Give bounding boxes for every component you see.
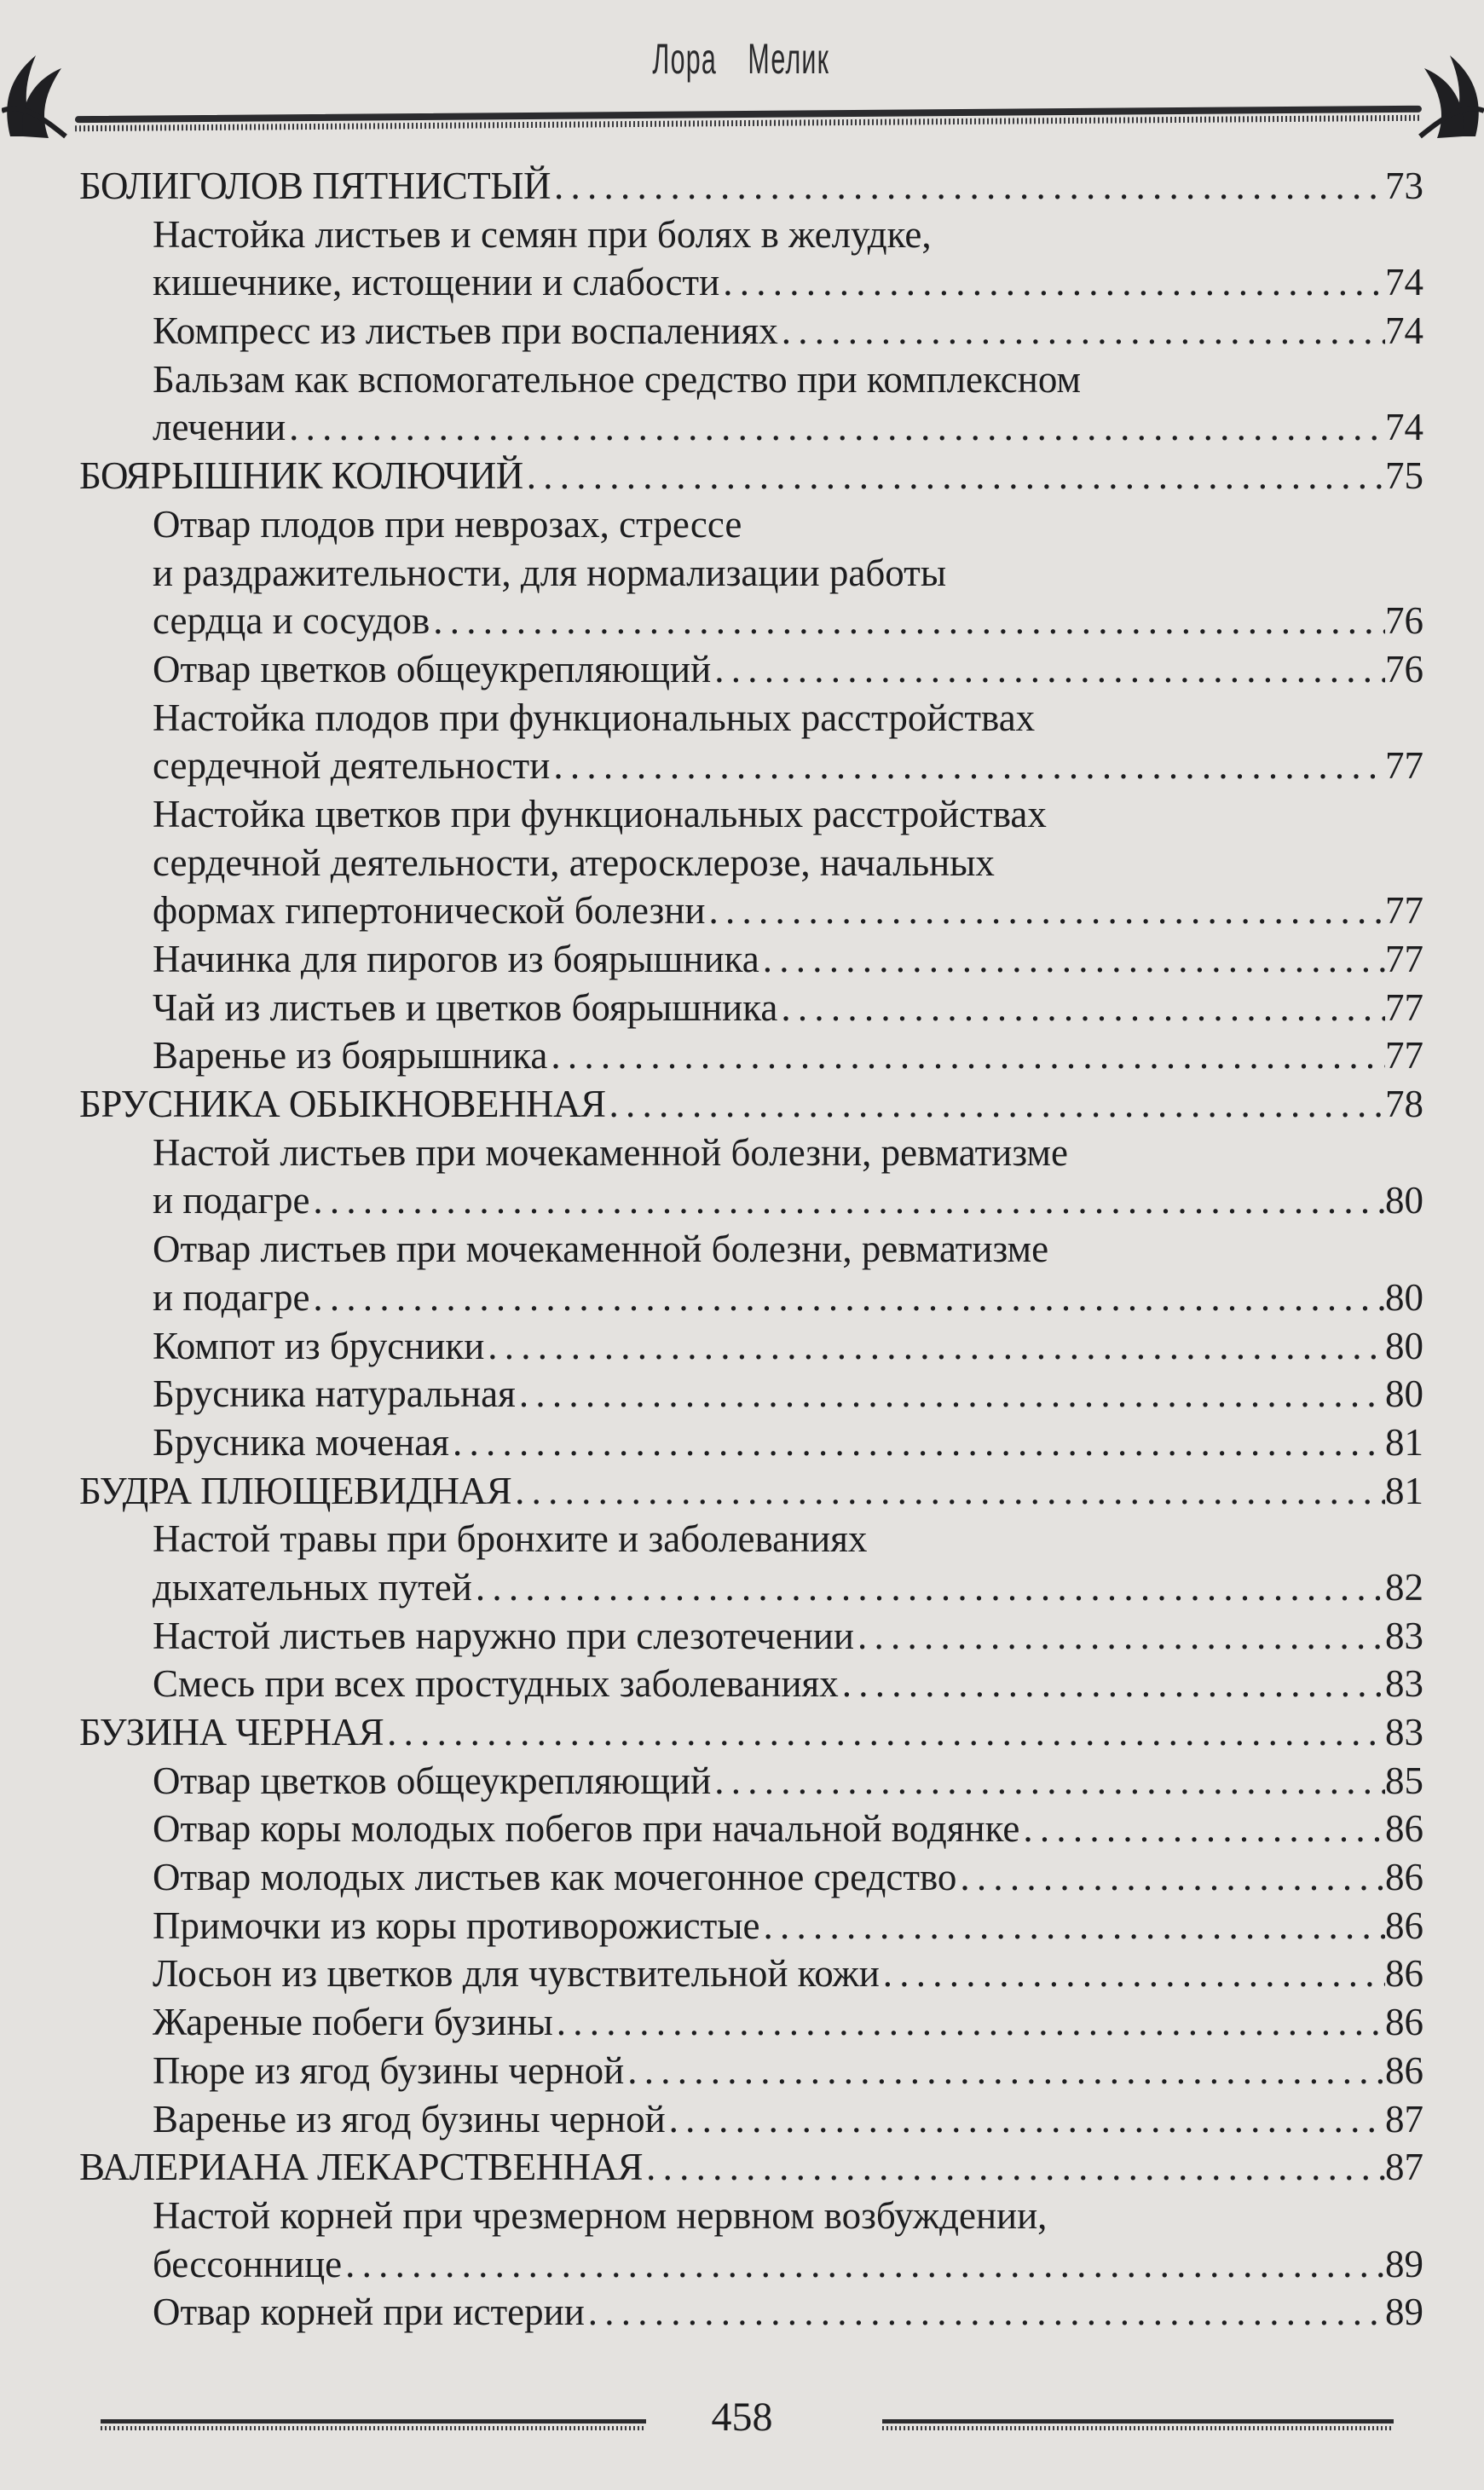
entry-title: и подагре bbox=[153, 1275, 310, 1319]
dot-leader bbox=[839, 1660, 1385, 1708]
entry-title: и подагре bbox=[153, 1179, 310, 1222]
entry-page-number: 76 bbox=[1385, 599, 1423, 643]
entry-title: Отвар листьев при мочекаменной болезни, ревматизме bbox=[153, 1228, 1049, 1271]
entry-page-number: 81 bbox=[1385, 1469, 1423, 1512]
entry-page-number: 80 bbox=[1385, 1324, 1423, 1367]
dot-leader bbox=[705, 887, 1385, 935]
dot-leader bbox=[550, 742, 1385, 790]
entry-title: Настойка листьев и семян при болях в желудке, bbox=[153, 212, 932, 256]
entry-title: Смесь при всех простудных заболеваниях bbox=[153, 1662, 839, 1706]
dot-leader bbox=[547, 1031, 1385, 1080]
dot-leader bbox=[778, 307, 1385, 355]
entry-title: Отвар коры молодых побегов при начальной водянке bbox=[153, 1807, 1020, 1851]
dot-leader bbox=[511, 1467, 1385, 1516]
entry-title: Настойка плодов при функциональных расстройствах bbox=[153, 696, 1036, 739]
dot-leader bbox=[759, 1902, 1385, 1950]
dot-leader bbox=[777, 984, 1385, 1032]
entry-title: Чай из листьев и цветков боярышника bbox=[153, 985, 778, 1029]
entry-page-number: 86 bbox=[1385, 2048, 1423, 2092]
dot-leader bbox=[286, 403, 1385, 452]
entry-page-number: 83 bbox=[1385, 1711, 1423, 1753]
entry-page-number: 77 bbox=[1385, 1034, 1423, 1077]
page-footer bbox=[0, 2394, 1484, 2445]
entry-page-number: 80 bbox=[1385, 1372, 1423, 1416]
entry-page-number: 86 bbox=[1385, 1807, 1423, 1851]
entry-title: БРУСНИКА ОБЫКНОВЕННАЯ bbox=[79, 1083, 606, 1126]
entry-title: Отвар корней при истерии bbox=[153, 2291, 585, 2334]
entry-page-number: 85 bbox=[1385, 1759, 1423, 1802]
dot-leader bbox=[1019, 1805, 1385, 1853]
entry-title: ВАЛЕРИАНА ЛЕКАРСТВЕННАЯ bbox=[79, 2146, 644, 2189]
entry-page-number: 81 bbox=[1385, 1420, 1423, 1464]
entry-title: Бальзам как вспомогательное средство при комплексном bbox=[153, 357, 1081, 401]
entry-title: БОЛИГОЛОВ ПЯТНИСТЫЙ bbox=[79, 165, 551, 207]
entry-title: Начинка для пирогов из боярышника bbox=[153, 938, 759, 980]
entry-page-number: 83 bbox=[1385, 1662, 1423, 1706]
entry-title: Жареные побеги бузины bbox=[153, 2001, 553, 2044]
entry-title: сердечной деятельности bbox=[153, 744, 551, 788]
author-first-name: Лора bbox=[652, 35, 717, 83]
dot-leader bbox=[643, 2143, 1385, 2192]
entry-page-number: 89 bbox=[1385, 2291, 1423, 2334]
toc-entry bbox=[79, 645, 1423, 694]
dot-leader bbox=[523, 452, 1385, 500]
entry-page-number: 76 bbox=[1385, 647, 1423, 690]
toc-entry bbox=[79, 1950, 1423, 1998]
dot-leader bbox=[484, 1322, 1385, 1371]
entry-page-number: 77 bbox=[1385, 938, 1423, 980]
entry-page-number: 80 bbox=[1385, 1275, 1423, 1319]
toc-entry bbox=[79, 1805, 1423, 1853]
entry-title: Настойка цветков при функциональных расстройствах bbox=[153, 792, 1047, 835]
toc-heading bbox=[79, 1708, 1423, 1757]
author-last-name: Мелик bbox=[748, 35, 830, 83]
entry-title: Примочки из коры противорожистые bbox=[153, 1904, 760, 1947]
entry-page-number: 74 bbox=[1385, 261, 1423, 304]
entry-page-number: 78 bbox=[1385, 1083, 1423, 1126]
dot-leader bbox=[430, 597, 1385, 645]
dot-leader bbox=[854, 1612, 1385, 1661]
toc-entry bbox=[79, 1853, 1423, 1902]
toc-entry bbox=[79, 1176, 1423, 1225]
entry-title: кишечнике, истощении и слабости bbox=[153, 261, 720, 304]
entry-title: Настой листьев при мочекаменной болезни, ревматизме bbox=[153, 1130, 1068, 1174]
entry-title: Отвар цветков общеукрепляющий bbox=[153, 647, 712, 690]
toc-entry bbox=[79, 1563, 1423, 1612]
toc-heading bbox=[79, 2143, 1423, 2192]
page-number: 458 bbox=[711, 2395, 773, 2440]
dot-leader bbox=[585, 2288, 1385, 2337]
table-of-contents bbox=[79, 162, 1423, 2337]
toc-entry bbox=[79, 1418, 1423, 1467]
entry-page-number: 82 bbox=[1385, 1565, 1423, 1609]
toc-entry bbox=[79, 984, 1423, 1032]
entry-title: Отвар плодов при неврозах, стрессе bbox=[153, 502, 742, 546]
toc-entry bbox=[79, 1370, 1423, 1418]
toc-entry bbox=[79, 839, 1423, 887]
dot-leader bbox=[553, 1998, 1385, 2047]
dot-leader bbox=[956, 1853, 1385, 1902]
toc-entry bbox=[79, 935, 1423, 984]
entry-page-number: 83 bbox=[1385, 1614, 1423, 1657]
entry-title: Брусника моченая bbox=[153, 1420, 449, 1464]
entry-title: БУДРА ПЛЮЩЕВИДНАЯ bbox=[79, 1469, 512, 1512]
entry-title: БОЯРЫШНИК КОЛЮЧИЙ bbox=[79, 454, 523, 498]
toc-entry bbox=[79, 1225, 1423, 1274]
toc-heading bbox=[79, 162, 1423, 211]
entry-page-number: 77 bbox=[1385, 744, 1423, 788]
entry-page-number: 86 bbox=[1385, 1952, 1423, 1996]
toc-entry bbox=[79, 2047, 1423, 2095]
toc-entry bbox=[79, 549, 1423, 598]
dot-leader bbox=[551, 162, 1385, 211]
entry-title: сердца и сосудов bbox=[153, 599, 430, 643]
footer-rule-right bbox=[882, 2419, 1394, 2431]
toc-heading bbox=[79, 452, 1423, 500]
dot-leader bbox=[605, 1080, 1385, 1129]
entry-page-number: 86 bbox=[1385, 1904, 1423, 1947]
toc-entry bbox=[79, 500, 1423, 549]
entry-page-number: 87 bbox=[1385, 2146, 1423, 2189]
entry-title: Отвар молодых листьев как мочегонное средство bbox=[153, 1856, 957, 1899]
entry-title: Отвар цветков общеукрепляющий bbox=[153, 1759, 712, 1802]
entry-page-number: 89 bbox=[1385, 2242, 1423, 2285]
toc-entry bbox=[79, 403, 1423, 452]
toc-entry bbox=[79, 1612, 1423, 1661]
toc-entry bbox=[79, 1322, 1423, 1371]
dot-leader bbox=[449, 1418, 1385, 1467]
entry-title: Компот из брусники bbox=[153, 1324, 485, 1367]
entry-page-number: 77 bbox=[1385, 985, 1423, 1029]
entry-page-number: 74 bbox=[1385, 309, 1423, 353]
toc-entry bbox=[79, 742, 1423, 790]
entry-title: Настой корней при чрезмерном нервном возбуждении, bbox=[153, 2193, 1048, 2237]
toc-entry bbox=[79, 1902, 1423, 1950]
toc-entry bbox=[79, 1757, 1423, 1805]
toc-entry bbox=[79, 355, 1423, 404]
running-head-author bbox=[0, 34, 1484, 84]
header-rule bbox=[75, 106, 1422, 135]
entry-title: лечении bbox=[153, 406, 286, 449]
dot-leader bbox=[711, 1757, 1385, 1805]
dot-leader bbox=[309, 1176, 1385, 1225]
toc-entry bbox=[79, 2240, 1423, 2289]
entry-title: и раздражительности, для нормализации работы bbox=[153, 551, 947, 594]
entry-title: Пюре из ягод бузины черной bbox=[153, 2048, 625, 2092]
entry-title: Компресс из листьев при воспалениях bbox=[153, 309, 778, 353]
toc-entry bbox=[79, 597, 1423, 645]
toc-entry bbox=[79, 258, 1423, 307]
dot-leader bbox=[711, 645, 1385, 694]
dot-leader bbox=[516, 1370, 1385, 1418]
toc-entry bbox=[79, 790, 1423, 839]
entry-title: Брусника натуральная bbox=[153, 1372, 516, 1416]
entry-page-number: 77 bbox=[1385, 889, 1423, 933]
dot-leader bbox=[719, 258, 1385, 307]
toc-entry bbox=[79, 1660, 1423, 1708]
toc-entry bbox=[79, 307, 1423, 355]
entry-title: бессоннице bbox=[153, 2242, 343, 2285]
entry-title: Настой листьев наружно при слезотечении bbox=[153, 1614, 854, 1657]
entry-title: сердечной деятельности, атеросклерозе, начальных bbox=[153, 841, 995, 884]
entry-title: формах гипертонической болезни bbox=[153, 889, 706, 933]
entry-page-number: 75 bbox=[1385, 454, 1423, 498]
toc-entry bbox=[79, 2288, 1423, 2337]
entry-title: дыхательных путей bbox=[153, 1565, 472, 1609]
toc-entry bbox=[79, 1998, 1423, 2047]
toc-heading bbox=[79, 1080, 1423, 1129]
entry-page-number: 86 bbox=[1385, 2001, 1423, 2044]
entry-page-number: 74 bbox=[1385, 406, 1423, 449]
entry-page-number: 80 bbox=[1385, 1179, 1423, 1222]
toc-entry bbox=[79, 1274, 1423, 1322]
toc-entry bbox=[79, 211, 1423, 259]
toc-entry bbox=[79, 887, 1423, 935]
dot-leader bbox=[309, 1274, 1385, 1322]
dot-leader bbox=[880, 1950, 1385, 1998]
entry-title: Настой травы при бронхите и заболеваниях bbox=[153, 1517, 868, 1561]
toc-heading bbox=[79, 1467, 1423, 1516]
toc-entry bbox=[79, 694, 1423, 742]
entry-title: Варенье из ягод бузины черной bbox=[153, 2097, 666, 2140]
toc-entry bbox=[79, 1031, 1423, 1080]
leaf-ornament-right bbox=[1416, 51, 1484, 145]
entry-title: Лосьон из цветков для чувствительной кожи bbox=[153, 1952, 880, 1996]
toc-entry bbox=[79, 2095, 1423, 2144]
dot-leader bbox=[759, 935, 1385, 984]
toc-entry bbox=[79, 1129, 1423, 1177]
dot-leader bbox=[472, 1563, 1385, 1612]
entry-page-number: 73 bbox=[1385, 165, 1423, 207]
toc-entry bbox=[79, 2192, 1423, 2240]
dot-leader bbox=[624, 2047, 1385, 2095]
toc-entry bbox=[79, 1515, 1423, 1563]
entry-page-number: 86 bbox=[1385, 1856, 1423, 1899]
dot-leader bbox=[384, 1708, 1385, 1757]
entry-title: БУЗИНА ЧЕРНАЯ bbox=[79, 1711, 384, 1753]
dot-leader bbox=[666, 2095, 1385, 2144]
dot-leader bbox=[342, 2240, 1385, 2289]
entry-page-number: 87 bbox=[1385, 2097, 1423, 2140]
entry-title: Варенье из боярышника bbox=[153, 1034, 548, 1077]
